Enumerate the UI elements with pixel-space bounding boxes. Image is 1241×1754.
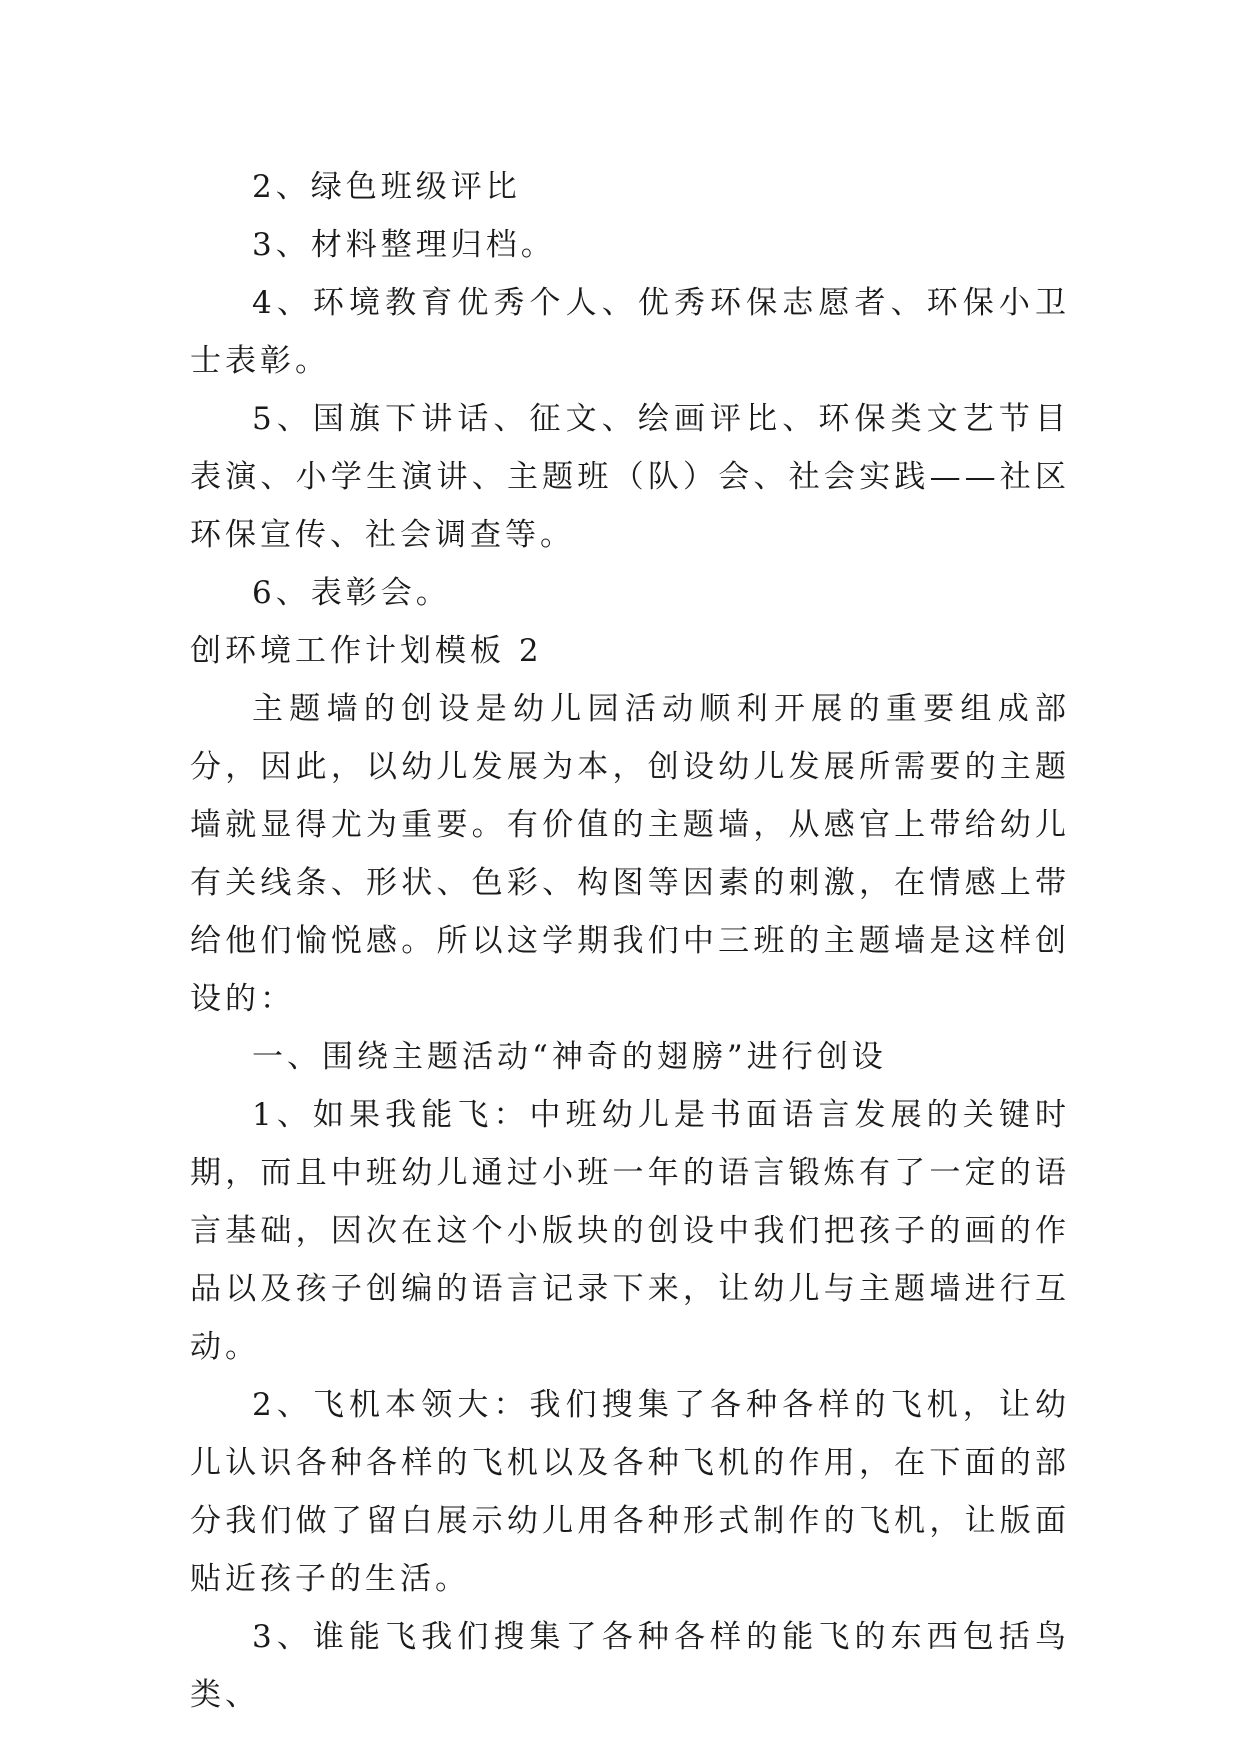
list-item: 6、表彰会。: [252, 575, 451, 611]
list-item: 5、国旗下讲话、征文、绘画评比、环保类文艺节目表演、小学生演讲、主题班（队）会、社会实践——社区环保宣传、社会调查等。: [190, 401, 1070, 553]
section-title: 创环境工作计划模板 2: [190, 633, 543, 669]
paragraph: 一、围绕主题活动“神奇的翅膀”进行创设: [252, 1039, 887, 1075]
list-item: 2、绿色班级评比: [252, 169, 521, 205]
list-item: 3、材料整理归档。: [252, 227, 556, 263]
document-body: [190, 158, 1070, 1724]
paragraph: 1、如果我能飞：中班幼儿是书面语言发展的关键时期，而且中班幼儿通过小班一年的语言锻炼有了一定的语言基础，因次在这个小版块的创设中我们把孩子的画的作品以及孩子创编的语言记录下来，让幼儿与主题墙进行互动。: [190, 1097, 1070, 1365]
paragraph: 主题墙的创设是幼儿园活动顺利开展的重要组成部分，因此，以幼儿发展为本，创设幼儿发展所需要的主题墙就显得尤为重要。有价值的主题墙，从感官上带给幼儿有关线条、形状、色彩、构图等因素的刺激，在情感上带给他们愉悦感。所以这学期我们中三班的主题墙是这样创设的：: [190, 691, 1070, 1017]
paragraph: 2、飞机本领大：我们搜集了各种各样的飞机，让幼儿认识各种各样的飞机以及各种飞机的作用，在下面的部分我们做了留白展示幼儿用各种形式制作的飞机，让版面贴近孩子的生活。: [190, 1387, 1070, 1597]
list-item: 4、环境教育优秀个人、优秀环保志愿者、环保小卫士表彰。: [190, 285, 1070, 379]
paragraph: 3、谁能飞我们搜集了各种各样的能飞的东西包括鸟类、: [190, 1619, 1070, 1713]
